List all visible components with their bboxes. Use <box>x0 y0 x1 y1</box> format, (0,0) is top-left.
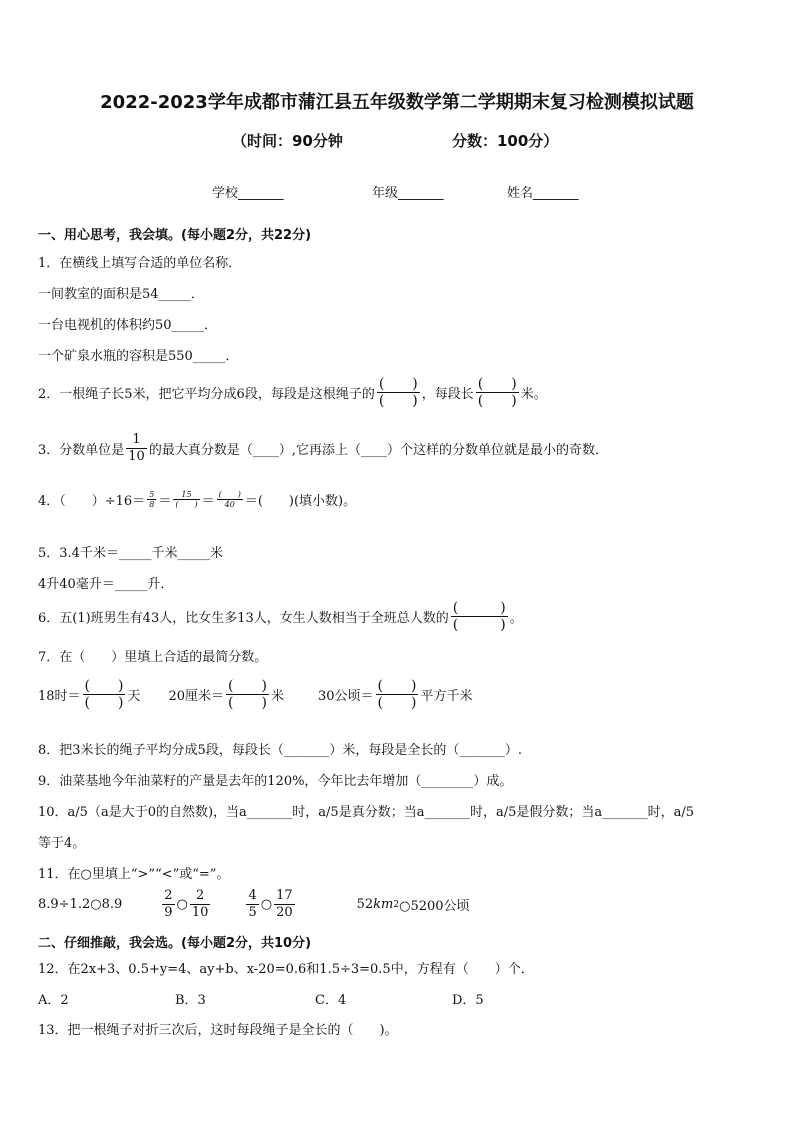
q3-fraction: $\frac{1}{10}$ <box>128 432 145 464</box>
q2 <box>38 376 547 409</box>
section-1-heading: 一、用心思考，我会填。(每小题2分，共22分) <box>38 228 312 243</box>
q11-circle-1: ○ <box>176 897 188 912</box>
q7-b-unit: 米 <box>270 689 284 704</box>
q2-text-3: 米。 <box>520 387 547 402</box>
q8: 8．把3米长的绳子平均分成5段，每段长（_______）米，每段是全长的（_______）. <box>38 743 522 758</box>
q11-expr-1: 8.9÷1.2○8.9 <box>38 897 123 912</box>
q4-text-1: 4．（ ）÷16＝ <box>38 494 146 509</box>
q12-stem: 12．在2x+3、0.5+y=4、ay+b、x-20=0.6和1.5÷3=0.5中，方程有（ ）个． <box>38 962 534 977</box>
q6-text-2: 。 <box>509 611 523 626</box>
q3-text-1: 3．分数单位是 <box>38 443 125 458</box>
q7-a-unit: 天 <box>127 689 141 704</box>
q1-a: 一间教室的面积是54_____． <box>38 287 205 302</box>
q2-fraction-blank-2: $\frac{( )}{( )}$ <box>477 376 517 409</box>
q3 <box>38 432 608 465</box>
q2-text-1: 2．一根绳子长5米，把它平均分成6段，每段是这根绳子的 <box>38 387 375 402</box>
q7-b-fraction-blank: $\frac{( )}{( )}$ <box>228 678 267 711</box>
q4-text-2: ＝( )(填小数)。 <box>244 494 357 509</box>
q7-c-label: 30公顷＝ <box>318 689 374 704</box>
school-field: 学校_______ <box>212 186 284 201</box>
q7-a-label: 18时＝ <box>38 689 81 704</box>
q4 <box>38 490 356 509</box>
q4-fraction-2: $\frac{15}{( )}$ <box>175 490 198 509</box>
grade-field: 年级_______ <box>372 186 444 201</box>
q7-items <box>38 678 473 711</box>
q1-b: 一台电视机的体积约50_____． <box>38 318 218 333</box>
q7-stem: 7．在（ ）里填上合适的最简分数。 <box>38 650 268 665</box>
q7-b-label: 20厘米＝ <box>168 689 225 704</box>
q12-option-d: D．5 <box>452 993 484 1008</box>
q6 <box>38 600 523 633</box>
q11-expr-4-unit: km <box>373 897 394 912</box>
q1-stem: 1．在横线上填写合适的单位名称． <box>38 256 242 271</box>
q11-items <box>38 888 470 921</box>
page-title: 2022-2023学年成都市蒲江县五年级数学第二学期期末复习检测模拟试题 <box>100 92 694 113</box>
q12-option-a: A．2 <box>38 993 69 1008</box>
q2-text-2: ，每段长 <box>421 387 474 402</box>
q12-option-b: B．3 <box>175 993 206 1008</box>
exam-time: （时间：90分钟 <box>232 132 343 150</box>
q12-option-c: C．4 <box>315 993 347 1008</box>
q11-fraction-4: $\frac{17}{20}$ <box>276 888 293 920</box>
q11-expr-4-exponent: 2 <box>393 899 400 910</box>
q3-text-2: 的最大真分数是（____）,它再添上（____）个这样的分数单位就是最小的奇数． <box>148 443 608 458</box>
q11-expr-4-rest: ○5200公顷 <box>399 899 470 914</box>
q4-fraction-1: $\frac{5}{8}$ <box>149 490 155 509</box>
q11-fraction-3: $\frac{4}{5}$ <box>248 888 257 920</box>
q6-fraction-blank: $\frac{( )}{( )}$ <box>452 600 506 633</box>
name-field: 姓名_______ <box>507 186 579 201</box>
section-2-heading: 二、仔细推敲，我会选。(每小题2分，共10分) <box>38 936 312 951</box>
q11-circle-2: ○ <box>260 897 273 912</box>
exam-score: 分数：100分） <box>452 132 559 150</box>
q6-text-1: 6．五(1)班男生有43人，比女生多13人，女生人数相当于全班总人数的 <box>38 611 449 626</box>
q7-c-fraction-blank: $\frac{( )}{( )}$ <box>377 678 417 711</box>
q11-stem: 11．在○里填上“>”“<”或“=”。 <box>38 867 230 882</box>
q7-a-fraction-blank: $\frac{( )}{( )}$ <box>84 678 124 711</box>
q11-fraction-2: $\frac{2}{10}$ <box>191 888 209 920</box>
q10-line-2: 等于4。 <box>38 836 86 851</box>
q10-line-1: 10．a/5（a是大于0的自然数)，当a_______时，a/5是真分数；当a_______时，a/5是假分数；当a_______时，a/5 <box>38 805 694 820</box>
q1-c: 一个矿泉水瓶的容积是550_____． <box>38 349 239 364</box>
q13: 13．把一根绳子对折三次后，这时每段绳子是全长的（ )。 <box>38 1023 398 1038</box>
q7-c-unit: 平方千米 <box>420 689 473 704</box>
q4-fraction-3: $\frac{( )}{40}$ <box>218 490 241 509</box>
q11-fraction-1: $\frac{2}{9}$ <box>164 888 173 920</box>
q11-expr-4-value: 52 <box>356 897 374 912</box>
q5-b: 4升40毫升＝_____升． <box>38 577 174 592</box>
q9: 9．油菜基地今年油菜籽的产量是去年的120%，今年比去年增加（________）成。 <box>38 774 513 789</box>
q4-equals: ＝ <box>158 494 172 509</box>
q5-a: 5．3.4千米＝_____千米_____米 <box>38 546 223 561</box>
q2-fraction-blank-1: $\frac{( )}{( )}$ <box>378 376 418 409</box>
q4-equals-2: ＝ <box>201 494 215 509</box>
